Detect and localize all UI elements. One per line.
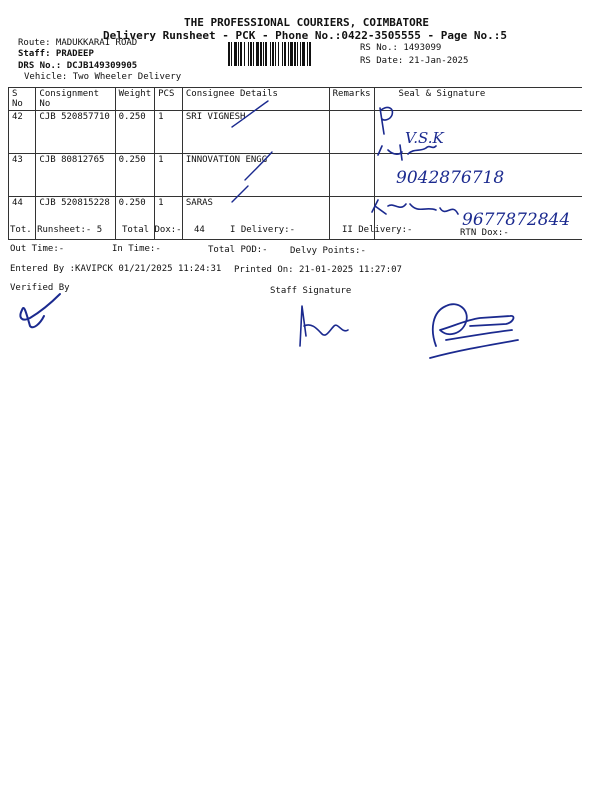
tot-runsheet: Tot. Runsheet:- 5 — [10, 225, 103, 235]
row3-phone: 9677872844 — [462, 210, 571, 230]
row3-signature-mark — [372, 200, 458, 214]
cell-sno: 42 — [9, 111, 36, 154]
rs-date: RS Date: 21-Jan-2025 — [360, 56, 469, 66]
printed-on: Printed On: 21-01-2025 11:27:07 — [234, 265, 402, 275]
col-seal-signature: Seal & Signature — [374, 88, 582, 111]
total-dox-label: Total Dox:- — [122, 225, 182, 235]
cell-consignee: SRI VIGNESH — [182, 111, 329, 154]
cell-consignee: INNOVATION ENGG — [182, 154, 329, 197]
row1-initial-mark — [380, 108, 392, 134]
cell-weight: 0.250 — [115, 154, 155, 197]
col-remarks: Remarks — [329, 88, 374, 111]
cell-consignment: CJB 520857710 — [36, 111, 115, 154]
col-pcs: PCS — [155, 88, 183, 111]
cell-weight: 0.250 — [115, 111, 155, 154]
vehicle-label: Vehicle: Two Wheeler Delivery — [24, 72, 182, 82]
staff-signature-label: Staff Signature — [270, 286, 352, 296]
total-pod: Total POD:- — [208, 245, 268, 255]
cell-sno: 44 — [9, 197, 36, 240]
cell-consignee: SARAS — [182, 197, 329, 240]
col-consignment: Consignment No — [36, 88, 115, 111]
rs-number: RS No.: 1493099 — [360, 43, 442, 53]
delvy-points: Delvy Points:- — [290, 246, 366, 256]
route-label: Route: MADUKKARAI ROAD — [18, 38, 138, 48]
total-dox-value: 44 — [194, 225, 205, 235]
cell-consignment: CJB 80812765 — [36, 154, 115, 197]
staff-label: Staff: PRADEEP — [18, 49, 94, 59]
authorized-signature — [430, 304, 518, 358]
staff-signature — [300, 306, 348, 346]
row2-phone: 9042876718 — [396, 168, 505, 188]
ii-delivery: II Delivery:- — [342, 225, 413, 235]
row2-consignee-tick — [245, 152, 272, 180]
row1-consignee-tick — [232, 101, 268, 127]
i-delivery: I Delivery:- — [230, 225, 296, 235]
col-sno: S No — [9, 88, 36, 111]
row2-signature-mark — [378, 145, 436, 160]
in-time: In Time:- — [112, 244, 161, 254]
cell-pcs: 1 — [155, 154, 183, 197]
cell-consignment: CJB 520815228 — [36, 197, 115, 240]
verified-signature — [20, 294, 60, 327]
entered-by: Entered By :KAVIPCK 01/21/2025 11:24:31 — [10, 264, 222, 274]
row1-signature: V.S.K — [405, 129, 444, 147]
row3-consignee-tick — [232, 186, 248, 202]
cell-pcs: 1 — [155, 111, 183, 154]
verified-by-label: Verified By — [10, 283, 70, 293]
drs-number: DRS No.: DCJB149309905 — [18, 61, 138, 71]
company-name: THE PROFESSIONAL COURIERS, COIMBATORE — [184, 16, 430, 29]
out-time: Out Time:- — [10, 244, 65, 254]
cell-pcs: 1 — [155, 197, 183, 240]
col-consignee: Consignee Details — [182, 88, 329, 111]
rtn-dox: RTN Dox:- — [460, 228, 509, 238]
runsheet-title: Delivery Runsheet - PCK - Phone No.:0422-3505555 - Page No.:5 — [103, 29, 507, 42]
col-weight: Weight — [115, 88, 155, 111]
cell-weight: 0.250 — [115, 197, 155, 240]
cell-sno: 43 — [9, 154, 36, 197]
